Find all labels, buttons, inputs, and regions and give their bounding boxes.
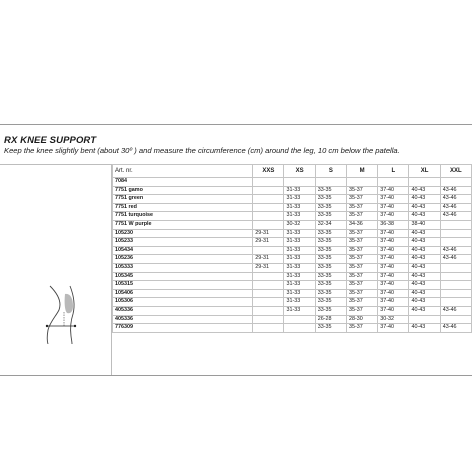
size-range-cell <box>253 195 284 204</box>
column-header: XS <box>284 165 315 178</box>
size-range-cell: 40-43 <box>409 229 440 238</box>
size-range-cell <box>378 178 409 187</box>
size-range-cell: 37-40 <box>378 324 409 333</box>
article-number-cell: 105333 <box>113 263 253 272</box>
size-range-cell <box>253 203 284 212</box>
size-range-cell: 40-43 <box>409 186 440 195</box>
size-range-cell: 37-40 <box>378 289 409 298</box>
size-range-cell <box>440 238 471 247</box>
size-range-cell <box>440 281 471 290</box>
table-row <box>113 186 472 195</box>
top-divider <box>0 124 472 125</box>
table-row <box>113 178 472 187</box>
article-number-cell: 7751 turquoise <box>113 212 253 221</box>
column-header: S <box>315 165 346 178</box>
size-range-cell: 35-37 <box>346 324 377 333</box>
size-range-cell: 36-38 <box>378 220 409 229</box>
size-range-cell: 40-43 <box>409 263 440 272</box>
size-range-cell: 43-46 <box>440 324 471 333</box>
size-range-cell: 31-33 <box>284 238 315 247</box>
table-row <box>113 272 472 281</box>
size-range-cell: 31-33 <box>284 203 315 212</box>
size-range-cell: 35-37 <box>346 238 377 247</box>
size-range-cell <box>253 178 284 187</box>
size-range-cell <box>409 315 440 324</box>
size-range-cell: 37-40 <box>378 195 409 204</box>
article-number-cell: 105233 <box>113 238 253 247</box>
column-header: L <box>378 165 409 178</box>
size-range-cell: 38-40 <box>409 220 440 229</box>
size-range-cell <box>315 178 346 187</box>
size-range-cell <box>440 315 471 324</box>
size-range-cell: 33-35 <box>315 195 346 204</box>
size-range-cell: 37-40 <box>378 281 409 290</box>
size-range-cell: 29-31 <box>253 263 284 272</box>
size-range-cell: 33-35 <box>315 186 346 195</box>
size-range-cell: 29-31 <box>253 238 284 247</box>
size-range-cell: 31-33 <box>284 272 315 281</box>
table-row <box>113 255 472 264</box>
size-range-cell: 35-37 <box>346 246 377 255</box>
article-number-cell: 105230 <box>113 229 253 238</box>
table-row <box>113 220 472 229</box>
article-number-cell: 7751 W purple <box>113 220 253 229</box>
size-range-cell: 29-31 <box>253 255 284 264</box>
table-row <box>113 212 472 221</box>
size-range-cell: 37-40 <box>378 306 409 315</box>
size-range-cell: 35-37 <box>346 298 377 307</box>
table-header-row <box>113 165 472 178</box>
size-range-cell: 31-33 <box>284 186 315 195</box>
size-range-cell: 33-35 <box>315 306 346 315</box>
size-range-cell <box>253 289 284 298</box>
size-range-cell <box>253 306 284 315</box>
size-range-cell: 31-33 <box>284 281 315 290</box>
size-range-cell <box>440 289 471 298</box>
size-range-cell: 28-30 <box>346 315 377 324</box>
size-range-cell: 40-43 <box>409 272 440 281</box>
size-range-cell <box>253 212 284 221</box>
article-number-cell: 105315 <box>113 281 253 290</box>
size-range-cell <box>346 178 377 187</box>
size-range-cell: 40-43 <box>409 255 440 264</box>
size-range-cell: 31-33 <box>284 195 315 204</box>
size-range-cell: 40-43 <box>409 281 440 290</box>
size-range-cell: 35-37 <box>346 195 377 204</box>
size-range-cell: 33-35 <box>315 263 346 272</box>
size-range-cell: 40-43 <box>409 238 440 247</box>
column-header: XL <box>409 165 440 178</box>
column-header: XXL <box>440 165 471 178</box>
size-range-cell: 35-37 <box>346 203 377 212</box>
article-number-cell: 105306 <box>113 298 253 307</box>
size-range-cell: 33-35 <box>315 272 346 281</box>
column-header: XXS <box>253 165 284 178</box>
size-range-cell: 35-37 <box>346 306 377 315</box>
size-range-cell: 37-40 <box>378 298 409 307</box>
column-header: Art. nr. <box>113 165 253 178</box>
size-range-cell: 33-35 <box>315 255 346 264</box>
page-title: RX KNEE SUPPORT <box>4 135 97 146</box>
size-chart-table <box>112 164 472 333</box>
size-range-cell: 33-35 <box>315 289 346 298</box>
size-range-cell: 40-43 <box>409 195 440 204</box>
size-range-cell <box>253 315 284 324</box>
size-range-cell: 31-33 <box>284 298 315 307</box>
article-number-cell: 105434 <box>113 246 253 255</box>
size-range-cell <box>409 178 440 187</box>
size-range-cell: 37-40 <box>378 246 409 255</box>
size-range-cell: 34-36 <box>346 220 377 229</box>
size-range-cell: 40-43 <box>409 203 440 212</box>
size-range-cell: 37-40 <box>378 255 409 264</box>
size-range-cell: 40-43 <box>409 212 440 221</box>
size-range-cell: 26-28 <box>315 315 346 324</box>
size-range-cell <box>440 229 471 238</box>
article-number-cell: 105406 <box>113 289 253 298</box>
article-number-cell: 7751 red <box>113 203 253 212</box>
size-range-cell <box>440 220 471 229</box>
size-range-cell: 40-43 <box>409 298 440 307</box>
size-range-cell: 33-35 <box>315 238 346 247</box>
size-range-cell: 43-46 <box>440 186 471 195</box>
table-row <box>113 195 472 204</box>
size-range-cell: 31-33 <box>284 289 315 298</box>
size-range-cell: 43-46 <box>440 306 471 315</box>
size-range-cell: 40-43 <box>409 289 440 298</box>
size-range-cell <box>253 220 284 229</box>
size-range-cell <box>253 281 284 290</box>
size-range-cell: 43-46 <box>440 212 471 221</box>
table-row <box>113 263 472 272</box>
knee-measurement-icon <box>30 284 90 344</box>
size-range-cell <box>440 272 471 281</box>
size-range-cell: 35-37 <box>346 212 377 221</box>
size-range-cell: 32-34 <box>315 220 346 229</box>
size-range-cell: 43-46 <box>440 195 471 204</box>
size-range-cell <box>253 324 284 333</box>
size-range-cell: 31-33 <box>284 306 315 315</box>
size-range-cell <box>440 263 471 272</box>
size-range-cell: 35-37 <box>346 229 377 238</box>
size-range-cell <box>440 178 471 187</box>
size-range-cell: 37-40 <box>378 263 409 272</box>
size-range-cell <box>253 186 284 195</box>
size-range-cell: 37-40 <box>378 229 409 238</box>
article-number-cell: 105236 <box>113 255 253 264</box>
size-range-cell: 35-37 <box>346 186 377 195</box>
article-number-cell: 105345 <box>113 272 253 281</box>
size-range-cell <box>284 315 315 324</box>
size-range-cell: 33-35 <box>315 212 346 221</box>
size-range-cell <box>253 272 284 281</box>
size-range-cell: 37-40 <box>378 272 409 281</box>
table-row <box>113 238 472 247</box>
size-range-cell: 43-46 <box>440 246 471 255</box>
size-range-cell: 31-33 <box>284 263 315 272</box>
size-range-cell: 30-32 <box>284 220 315 229</box>
measurement-instructions: Keep the knee slightly bent (about 30º ) and measure the circumference (cm) around the leg, 10 cm below the patella. <box>4 146 400 155</box>
column-header: M <box>346 165 377 178</box>
size-range-cell: 37-40 <box>378 238 409 247</box>
size-range-cell: 35-37 <box>346 289 377 298</box>
table-row <box>113 281 472 290</box>
bottom-divider <box>0 375 472 376</box>
size-range-cell: 33-35 <box>315 324 346 333</box>
size-range-cell: 37-40 <box>378 203 409 212</box>
size-range-cell: 33-35 <box>315 203 346 212</box>
size-range-cell: 35-37 <box>346 281 377 290</box>
size-range-cell: 35-37 <box>346 263 377 272</box>
article-number-cell: 7751 green <box>113 195 253 204</box>
size-range-cell: 40-43 <box>409 324 440 333</box>
size-range-cell: 33-35 <box>315 298 346 307</box>
table-row <box>113 289 472 298</box>
table-row <box>113 203 472 212</box>
size-range-cell: 33-35 <box>315 246 346 255</box>
size-range-cell: 40-43 <box>409 246 440 255</box>
table-row <box>113 298 472 307</box>
article-number-cell: 776309 <box>113 324 253 333</box>
size-range-cell: 31-33 <box>284 246 315 255</box>
size-range-cell: 37-40 <box>378 212 409 221</box>
size-range-cell: 37-40 <box>378 186 409 195</box>
table-row <box>113 306 472 315</box>
size-range-cell: 43-46 <box>440 255 471 264</box>
size-range-cell: 35-37 <box>346 255 377 264</box>
size-range-cell: 33-35 <box>315 281 346 290</box>
table-row <box>113 315 472 324</box>
article-number-cell: 405336 <box>113 306 253 315</box>
size-range-cell <box>440 298 471 307</box>
table-row <box>113 324 472 333</box>
size-range-cell: 35-37 <box>346 272 377 281</box>
article-number-cell: 405336 <box>113 315 253 324</box>
size-range-cell: 33-35 <box>315 229 346 238</box>
size-range-cell: 31-33 <box>284 229 315 238</box>
size-range-cell <box>284 178 315 187</box>
size-range-cell: 29-31 <box>253 229 284 238</box>
article-number-cell: 7084 <box>113 178 253 187</box>
size-range-cell: 31-33 <box>284 255 315 264</box>
size-range-cell: 31-33 <box>284 212 315 221</box>
table-row <box>113 229 472 238</box>
table-row <box>113 246 472 255</box>
size-range-cell <box>284 324 315 333</box>
size-range-cell <box>253 298 284 307</box>
size-range-cell: 43-46 <box>440 203 471 212</box>
article-number-cell: 7751 gamo <box>113 186 253 195</box>
size-range-cell <box>253 246 284 255</box>
size-range-cell: 30-32 <box>378 315 409 324</box>
size-range-cell: 40-43 <box>409 306 440 315</box>
